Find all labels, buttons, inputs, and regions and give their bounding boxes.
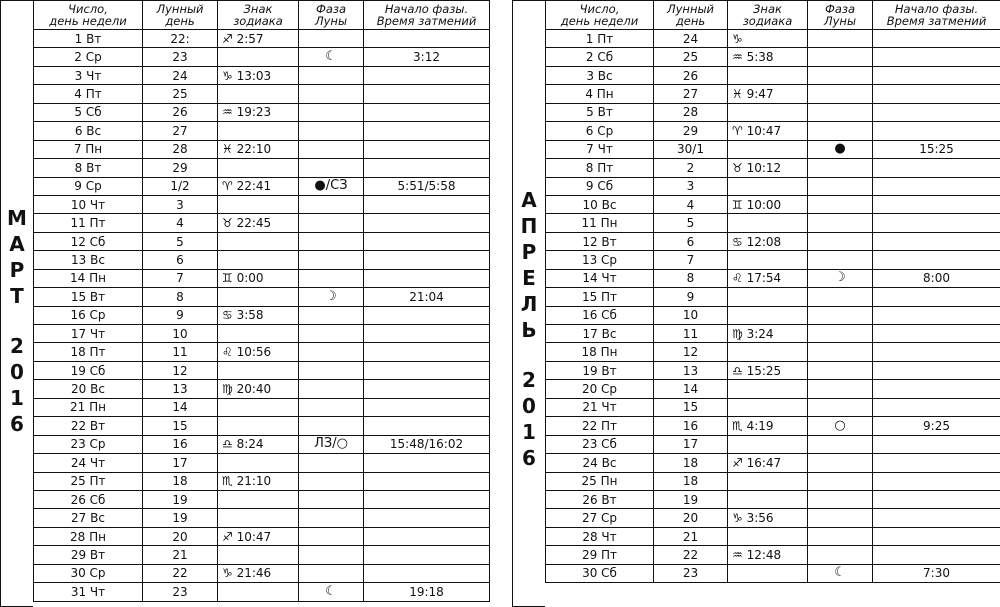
date-cell: 15 Вт <box>34 288 143 306</box>
zodiac-sign-cell <box>728 380 808 398</box>
zodiac-sign-cell: ♐ 2:57 <box>218 30 299 48</box>
date-cell: 9 Ср <box>34 177 143 195</box>
moon-phase-cell <box>808 85 873 103</box>
lunar-day-cell: 22 <box>143 564 218 582</box>
table-row <box>546 527 1000 545</box>
lunar-day-cell: 23 <box>143 48 218 66</box>
moon-phase-cell: ●/СЗ <box>299 177 364 195</box>
table-row <box>546 398 1000 416</box>
lunar-day-cell: 23 <box>143 583 218 601</box>
date-cell: 6 Вс <box>34 122 143 140</box>
table-row <box>546 306 1000 324</box>
header-date: Число, день недели <box>34 1 143 30</box>
header-moon-phase: Фаза Луны <box>299 1 364 30</box>
date-cell: 18 Пн <box>546 343 654 361</box>
zodiac-sign-cell: ♐ 16:47 <box>728 454 808 472</box>
zodiac-sign-cell <box>728 103 808 121</box>
lunar-day-cell: 25 <box>143 85 218 103</box>
lunar-day-cell: 29 <box>143 159 218 177</box>
zodiac-sign-cell: ♑ 21:46 <box>218 564 299 582</box>
zodiac-sign-cell: ♋ 3:58 <box>218 306 299 324</box>
moon-phase-cell <box>808 103 873 121</box>
lunar-day-cell: 7 <box>143 269 218 287</box>
header-lunar-day: Лунный день <box>143 1 218 30</box>
phase-start-cell: 7:30 <box>873 564 1000 582</box>
table-row <box>546 159 1000 177</box>
lunar-day-cell: 28 <box>143 140 218 158</box>
moon-phase-cell: ☽ <box>299 288 364 306</box>
table-row <box>546 232 1000 250</box>
zodiac-sign-cell: ♑ <box>728 30 808 48</box>
phase-start-cell <box>873 454 1000 472</box>
phase-start-cell <box>873 85 1000 103</box>
moon-phase-cell <box>808 48 873 66</box>
date-cell: 13 Вс <box>34 251 143 269</box>
date-cell: 10 Вс <box>546 195 654 213</box>
lunar-day-cell: 18 <box>143 472 218 490</box>
lunar-day-cell: 5 <box>654 214 728 232</box>
phase-start-cell: 21:04 <box>364 288 490 306</box>
phase-start-cell <box>873 122 1000 140</box>
date-cell: 17 Чт <box>34 325 143 343</box>
zodiac-sign-cell: ♊ 0:00 <box>218 269 299 287</box>
date-cell: 7 Пн <box>34 140 143 158</box>
lunar-day-cell: 16 <box>143 435 218 453</box>
date-cell: 28 Чт <box>546 527 654 545</box>
date-cell: 27 Вс <box>34 509 143 527</box>
date-cell: 11 Пн <box>546 214 654 232</box>
phase-start-cell: 3:12 <box>364 48 490 66</box>
phase-start-cell <box>873 306 1000 324</box>
date-cell: 10 Чт <box>34 195 143 213</box>
zodiac-sign-cell <box>728 435 808 453</box>
date-cell: 18 Пт <box>34 343 143 361</box>
table-row <box>546 454 1000 472</box>
phase-start-cell: 15:25 <box>873 140 1000 158</box>
month-letter: 6 <box>10 412 24 436</box>
month-letter: Е <box>522 266 536 290</box>
zodiac-sign-cell <box>728 490 808 508</box>
phase-start-cell: 8:00 <box>873 269 1000 287</box>
zodiac-sign-cell <box>728 398 808 416</box>
date-cell: 26 Сб <box>34 490 143 508</box>
header-phase-start: Начало фазы. Время затмений <box>364 1 490 30</box>
table-row <box>546 85 1000 103</box>
table-row <box>546 214 1000 232</box>
date-cell: 14 Чт <box>546 269 654 287</box>
zodiac-sign-cell: ♐ 10:47 <box>218 527 299 545</box>
zodiac-sign-cell: ♌ 10:56 <box>218 343 299 361</box>
zodiac-sign-cell: ♒ 12:48 <box>728 546 808 564</box>
month-letter: 1 <box>10 386 24 410</box>
lunar-day-cell: 14 <box>654 380 728 398</box>
moon-phase-cell <box>808 454 873 472</box>
table-row <box>546 30 1000 48</box>
date-cell: 26 Вт <box>546 490 654 508</box>
moon-phase-cell <box>808 122 873 140</box>
moon-phase-cell <box>808 527 873 545</box>
lunar-day-cell: 12 <box>654 343 728 361</box>
table-row <box>546 417 1000 435</box>
date-cell: 29 Вт <box>34 546 143 564</box>
moon-phase-cell: ○ <box>808 417 873 435</box>
month-letter: 0 <box>522 394 536 418</box>
lunar-day-cell: 3 <box>143 195 218 213</box>
lunar-day-cell: 8 <box>654 269 728 287</box>
zodiac-sign-cell: ♋ 12:08 <box>728 232 808 250</box>
header-row <box>546 1 1000 30</box>
lunar-day-cell: 8 <box>143 288 218 306</box>
lunar-day-cell: 27 <box>143 122 218 140</box>
moon-phase-cell <box>808 306 873 324</box>
header-zodiac-sign: Знак зодиака <box>728 1 808 30</box>
zodiac-sign-cell: ♒ 5:38 <box>728 48 808 66</box>
month-letter: А <box>9 232 25 256</box>
date-cell: 30 Ср <box>34 564 143 582</box>
phase-start-cell: 19:18 <box>364 583 490 601</box>
header-moon-phase: Фаза Луны <box>808 1 873 30</box>
moon-phase-cell: ☾ <box>299 48 364 66</box>
lunar-day-cell: 17 <box>654 435 728 453</box>
header-date: Число, день недели <box>546 1 654 30</box>
phase-start-cell <box>873 232 1000 250</box>
lunar-day-cell: 20 <box>143 527 218 545</box>
phase-start-cell <box>873 177 1000 195</box>
lunar-day-cell: 13 <box>654 361 728 379</box>
zodiac-sign-cell <box>728 251 808 269</box>
date-cell: 24 Чт <box>34 454 143 472</box>
zodiac-sign-cell <box>728 66 808 84</box>
date-cell: 9 Сб <box>546 177 654 195</box>
zodiac-sign-cell <box>728 527 808 545</box>
phase-start-cell <box>873 490 1000 508</box>
lunar-day-cell: 6 <box>654 232 728 250</box>
lunar-day-cell: 15 <box>654 398 728 416</box>
moon-phase-cell <box>808 325 873 343</box>
date-cell: 25 Пн <box>546 472 654 490</box>
lunar-day-cell: 26 <box>143 103 218 121</box>
table-row <box>546 564 1000 582</box>
lunar-day-cell: 20 <box>654 509 728 527</box>
table-row <box>546 66 1000 84</box>
date-cell: 13 Ср <box>546 251 654 269</box>
table-row <box>546 380 1000 398</box>
zodiac-sign-cell: ♈ 22:41 <box>218 177 299 195</box>
date-cell: 20 Ср <box>546 380 654 398</box>
zodiac-sign-cell: ♍ 20:40 <box>218 380 299 398</box>
phase-start-cell <box>873 527 1000 545</box>
lunar-day-cell: 10 <box>654 306 728 324</box>
zodiac-sign-cell <box>728 288 808 306</box>
date-cell: 19 Вт <box>546 361 654 379</box>
phase-start-cell <box>873 103 1000 121</box>
zodiac-sign-cell <box>728 564 808 582</box>
date-cell: 1 Вт <box>34 30 143 48</box>
table-row <box>546 48 1000 66</box>
lunar-day-cell: 14 <box>143 398 218 416</box>
zodiac-sign-cell: ♎ 15:25 <box>728 361 808 379</box>
phase-start-cell <box>873 325 1000 343</box>
date-cell: 17 Вс <box>546 325 654 343</box>
month-letter: 2 <box>522 368 536 392</box>
phase-start-cell: 15:48/16:02 <box>364 435 490 453</box>
phase-start-cell <box>873 398 1000 416</box>
lunar-day-cell: 2 <box>654 159 728 177</box>
lunar-day-cell: 18 <box>654 472 728 490</box>
date-cell: 29 Пт <box>546 546 654 564</box>
lunar-day-cell: 10 <box>143 325 218 343</box>
lunar-day-cell: 27 <box>654 85 728 103</box>
zodiac-sign-cell <box>728 214 808 232</box>
phase-start-cell <box>873 66 1000 84</box>
date-cell: 20 Вс <box>34 380 143 398</box>
header-phase-start: Начало фазы. Время затмений <box>873 1 1000 30</box>
phase-start-cell <box>873 30 1000 48</box>
moon-phase-cell <box>808 398 873 416</box>
table-row <box>546 269 1000 287</box>
date-cell: 19 Сб <box>34 361 143 379</box>
zodiac-sign-cell: ♏ 4:19 <box>728 417 808 435</box>
zodiac-sign-cell: ♎ 8:24 <box>218 435 299 453</box>
table-row <box>546 361 1000 379</box>
zodiac-sign-cell: ♒ 19:23 <box>218 103 299 121</box>
date-cell: 21 Чт <box>546 398 654 416</box>
zodiac-sign-cell: ♍ 3:24 <box>728 325 808 343</box>
month-letter: Т <box>10 284 24 308</box>
month-letter: Ь <box>521 318 537 342</box>
lunar-day-cell: 12 <box>143 361 218 379</box>
lunar-day-cell: 3 <box>654 177 728 195</box>
zodiac-sign-cell <box>728 306 808 324</box>
lunar-day-cell: 30/1 <box>654 140 728 158</box>
zodiac-sign-cell: ♑ 3:56 <box>728 509 808 527</box>
moon-phase-cell <box>808 490 873 508</box>
moon-phase-cell <box>808 343 873 361</box>
month-letter: 2 <box>10 334 24 358</box>
phase-start-cell <box>873 435 1000 453</box>
phase-start-cell <box>873 159 1000 177</box>
lunar-day-cell: 19 <box>143 490 218 508</box>
table-row <box>546 251 1000 269</box>
date-cell: 6 Ср <box>546 122 654 140</box>
lunar-day-cell: 29 <box>654 122 728 140</box>
lunar-day-cell: 13 <box>143 380 218 398</box>
moon-phase-cell <box>808 380 873 398</box>
moon-phase-cell: ☽ <box>808 269 873 287</box>
lunar-day-cell: 28 <box>654 103 728 121</box>
zodiac-sign-cell: ♌ 17:54 <box>728 269 808 287</box>
phase-start-cell <box>873 380 1000 398</box>
date-cell: 4 Пн <box>546 85 654 103</box>
phase-start-cell <box>873 288 1000 306</box>
table-row <box>546 546 1000 564</box>
zodiac-sign-cell: ♈ 10:47 <box>728 122 808 140</box>
header-lunar-day: Лунный день <box>654 1 728 30</box>
lunar-day-cell: 18 <box>654 454 728 472</box>
moon-phase-cell <box>808 435 873 453</box>
phase-start-cell <box>873 48 1000 66</box>
zodiac-sign-cell <box>728 140 808 158</box>
moon-phase-cell <box>808 30 873 48</box>
phase-start-cell <box>873 509 1000 527</box>
lunar-day-cell: 7 <box>654 251 728 269</box>
date-cell: 16 Ср <box>34 306 143 324</box>
date-cell: 8 Пт <box>546 159 654 177</box>
lunar-day-cell: 17 <box>143 454 218 472</box>
date-cell: 28 Пн <box>34 527 143 545</box>
moon-phase-cell <box>808 66 873 84</box>
date-cell: 11 Пт <box>34 214 143 232</box>
lunar-day-cell: 22 <box>654 546 728 564</box>
date-cell: 14 Пн <box>34 269 143 287</box>
table-row <box>546 140 1000 158</box>
table-row <box>546 288 1000 306</box>
table-row <box>546 325 1000 343</box>
month-letter: М <box>7 206 27 230</box>
lunar-day-cell: 25 <box>654 48 728 66</box>
lunar-day-cell: 16 <box>654 417 728 435</box>
lunar-day-cell: 5 <box>143 232 218 250</box>
date-cell: 23 Сб <box>546 435 654 453</box>
phase-start-cell <box>873 195 1000 213</box>
zodiac-sign-cell: ♉ 10:12 <box>728 159 808 177</box>
table-row <box>546 472 1000 490</box>
month-letter: Р <box>521 240 537 264</box>
month-letter: Л <box>520 292 538 316</box>
moon-phase-cell: ● <box>808 140 873 158</box>
table-row <box>546 490 1000 508</box>
phase-start-cell: 9:25 <box>873 417 1000 435</box>
zodiac-sign-cell: ♉ 22:45 <box>218 214 299 232</box>
moon-phase-cell <box>808 546 873 564</box>
date-cell: 30 Сб <box>546 564 654 582</box>
lunar-day-cell: 19 <box>143 509 218 527</box>
lunar-day-cell: 1/2 <box>143 177 218 195</box>
date-cell: 15 Пт <box>546 288 654 306</box>
date-cell: 31 Чт <box>34 583 143 601</box>
date-cell: 2 Сб <box>546 48 654 66</box>
date-cell: 8 Вт <box>34 159 143 177</box>
date-cell: 1 Пт <box>546 30 654 48</box>
month-name-vertical <box>513 187 545 471</box>
moon-phase-cell <box>808 509 873 527</box>
lunar-day-cell: 11 <box>143 343 218 361</box>
lunar-day-cell: 21 <box>143 546 218 564</box>
moon-phase-cell: ЛЗ/○ <box>299 435 364 453</box>
lunar-day-cell: 6 <box>143 251 218 269</box>
date-cell: 24 Вс <box>546 454 654 472</box>
lunar-day-cell: 26 <box>654 66 728 84</box>
date-cell: 16 Сб <box>546 306 654 324</box>
phase-start-cell <box>873 251 1000 269</box>
table-row <box>546 177 1000 195</box>
moon-phase-cell <box>808 251 873 269</box>
month-letter: А <box>521 188 537 212</box>
phase-start-cell <box>873 472 1000 490</box>
month-letter: 6 <box>522 446 536 470</box>
zodiac-sign-cell: ♑ 13:03 <box>218 66 299 84</box>
table-row <box>546 435 1000 453</box>
phase-start-cell <box>873 546 1000 564</box>
lunar-day-cell: 22: <box>143 30 218 48</box>
moon-phase-cell <box>808 195 873 213</box>
date-cell: 22 Пт <box>546 417 654 435</box>
table-row <box>546 343 1000 361</box>
date-cell: 5 Сб <box>34 103 143 121</box>
april-calendar-table <box>545 0 1000 583</box>
table-row <box>546 195 1000 213</box>
month-label-column <box>512 0 545 607</box>
month-letter: Р <box>9 258 25 282</box>
moon-phase-cell: ☾ <box>299 583 364 601</box>
date-cell: 3 Чт <box>34 66 143 84</box>
date-cell: 25 Пт <box>34 472 143 490</box>
date-cell: 5 Вт <box>546 103 654 121</box>
table-row <box>546 509 1000 527</box>
date-cell: 27 Ср <box>546 509 654 527</box>
month-letter: 1 <box>522 420 536 444</box>
date-cell: 12 Сб <box>34 232 143 250</box>
date-cell: 22 Вт <box>34 417 143 435</box>
lunar-day-cell: 19 <box>654 490 728 508</box>
lunar-day-cell: 23 <box>654 564 728 582</box>
lunar-day-cell: 24 <box>143 66 218 84</box>
zodiac-sign-cell <box>728 343 808 361</box>
moon-phase-cell <box>808 288 873 306</box>
phase-start-cell <box>873 214 1000 232</box>
phase-start-cell: 5:51/5:58 <box>364 177 490 195</box>
lunar-day-cell: 21 <box>654 527 728 545</box>
lunar-day-cell: 4 <box>143 214 218 232</box>
moon-phase-cell <box>808 214 873 232</box>
zodiac-sign-cell: ♓ 22:10 <box>218 140 299 158</box>
lunar-day-cell: 9 <box>143 306 218 324</box>
moon-phase-cell <box>808 361 873 379</box>
date-cell: 2 Ср <box>34 48 143 66</box>
lunar-day-cell: 15 <box>143 417 218 435</box>
date-cell: 12 Вт <box>546 232 654 250</box>
date-cell: 23 Ср <box>34 435 143 453</box>
date-cell: 4 Пт <box>34 85 143 103</box>
date-cell: 7 Чт <box>546 140 654 158</box>
lunar-day-cell: 11 <box>654 325 728 343</box>
moon-phase-cell <box>808 159 873 177</box>
header-zodiac-sign: Знак зодиака <box>218 1 299 30</box>
table-row <box>546 122 1000 140</box>
phase-start-cell <box>873 343 1000 361</box>
date-cell: 21 Пн <box>34 398 143 416</box>
zodiac-sign-cell: ♊ 10:00 <box>728 195 808 213</box>
zodiac-sign-cell: ♏ 21:10 <box>218 472 299 490</box>
zodiac-sign-cell: ♓ 9:47 <box>728 85 808 103</box>
phase-start-cell <box>873 361 1000 379</box>
month-letter: П <box>520 214 538 238</box>
moon-phase-cell: ☾ <box>808 564 873 582</box>
table-row <box>546 103 1000 121</box>
lunar-day-cell: 9 <box>654 288 728 306</box>
moon-phase-cell <box>808 232 873 250</box>
date-cell: 3 Вс <box>546 66 654 84</box>
lunar-day-cell: 24 <box>654 30 728 48</box>
month-letter: 0 <box>10 360 24 384</box>
lunar-day-cell: 4 <box>654 195 728 213</box>
moon-phase-cell <box>808 472 873 490</box>
moon-phase-cell <box>808 177 873 195</box>
zodiac-sign-cell <box>728 472 808 490</box>
zodiac-sign-cell <box>728 177 808 195</box>
